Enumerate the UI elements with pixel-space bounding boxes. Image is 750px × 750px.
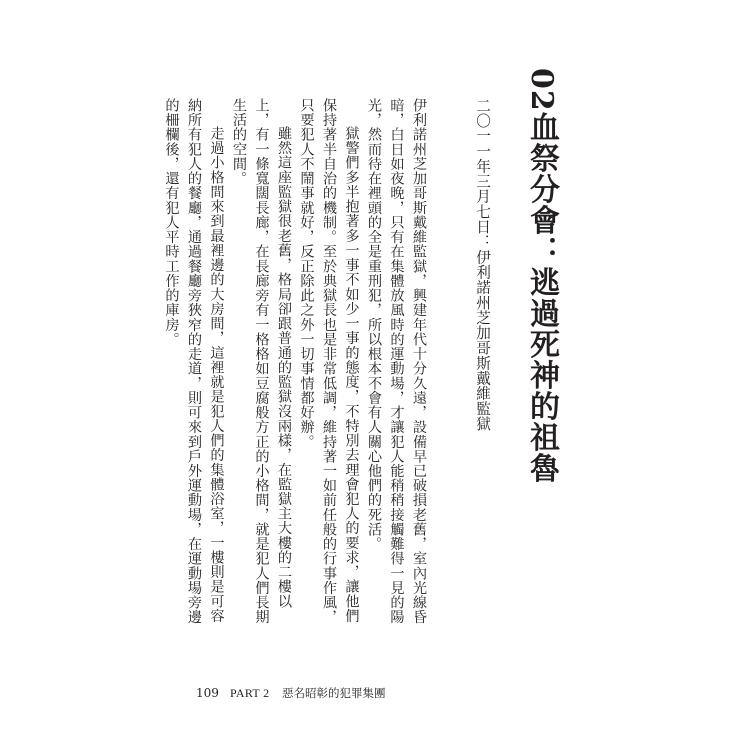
chapter-subtitle: 二〇一一年三月七日：伊利諾州芝加哥斯戴維監獄	[474, 98, 491, 432]
part-label: PART 2	[230, 686, 270, 700]
paragraph: 獄警們多半抱著多一事不如少一事的態度，不特別去理會犯人的要求，讓他們保持著半自治的機制。至於典獄長也是非常低調，維持著一如前任般的行事作風，只要犯人不鬧事就好，反正除此之外一切事情都好辦。	[298, 98, 360, 625]
page-number: 109	[196, 686, 219, 700]
chapter-heading	[521, 68, 561, 484]
page-footer	[196, 684, 386, 702]
chapter-title: 血祭分會：逃過死神的祖魯	[524, 111, 559, 484]
paragraph: 雖然這座監獄很老舊，格局卻跟普通的監獄沒兩樣，在監獄主大樓的二樓以上，有一條寬闊長廊，在長廊旁有一格格如豆腐般方正的小格間，就是犯人們長期生活的空間。	[231, 98, 292, 625]
body-text	[160, 98, 430, 638]
chapter-number: 02	[524, 68, 559, 112]
paragraph: 伊利諾州芝加哥斯戴維監獄，興建年代十分久遠，設備早已破損老舊，室內光線昏暗，白日如夜晚，只有在集體放風時的運動場，才讓犯人能稍稍接觸難得一見的陽光，然而待在裡頭的全是重刑犯，所以根本不會有人關心他們的死活。	[366, 98, 427, 625]
paragraph: 走過小格間來到最裡邊的大房間，這裡就是犯人們的集體浴室，一樓則是可容納所有犯人的餐廳，通過餐廳旁狹窄的走道，則可來到戶外運動場，在運動場旁邊的柵欄後，還有犯人平時工作的庫房。	[163, 98, 225, 625]
part-title: 惡名昭彰的犯罪集團	[282, 686, 386, 700]
